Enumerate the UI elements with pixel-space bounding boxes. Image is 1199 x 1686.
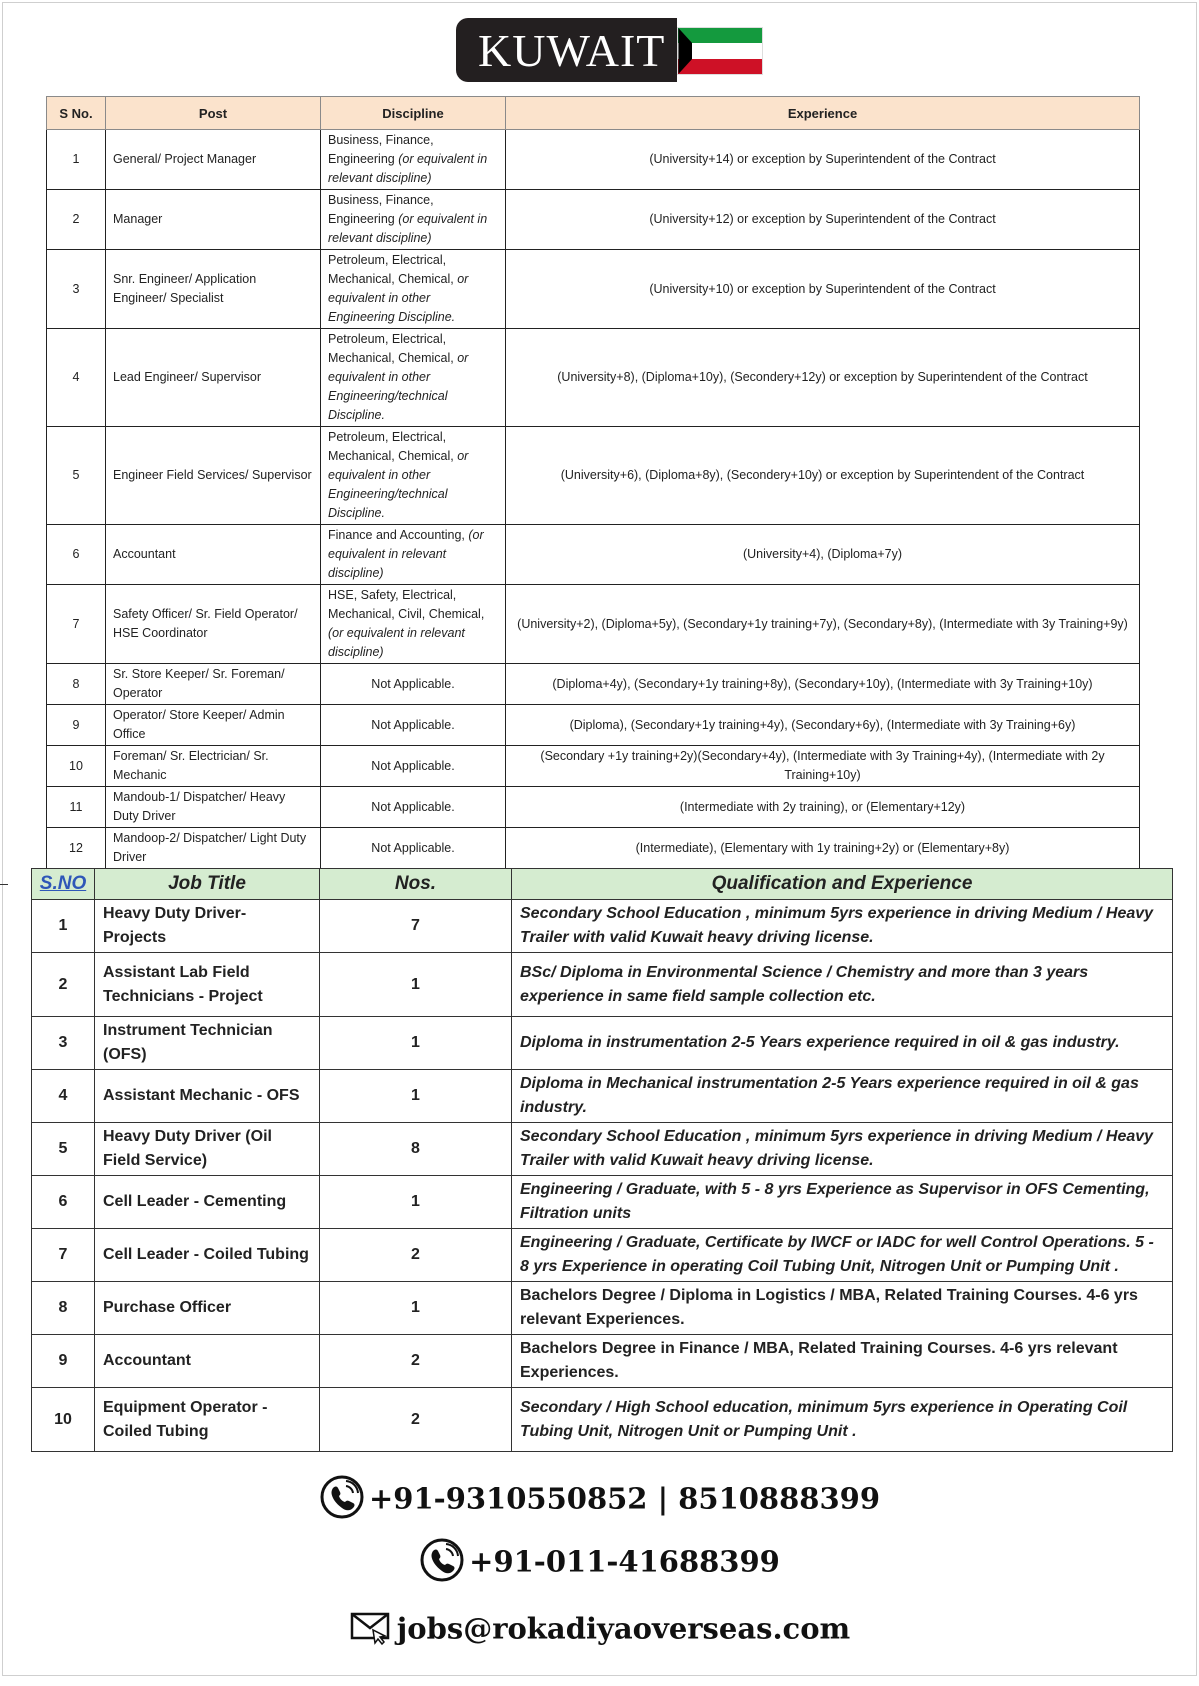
post-cell: Foreman/ Sr. Electrician/ Sr. Mechanic bbox=[106, 746, 321, 787]
nos-cell: 8 bbox=[320, 1123, 512, 1176]
experience-cell: (Intermediate with 2y training), or (Elementary+12y) bbox=[506, 787, 1140, 828]
header-experience: Experience bbox=[506, 97, 1140, 130]
discipline-text: Petroleum, Electrical, Mechanical, Chemical, bbox=[328, 430, 458, 463]
discipline-cell bbox=[321, 525, 506, 585]
job-title-cell: Cell Leader - Coiled Tubing bbox=[95, 1229, 320, 1282]
discipline-note: (or equivalent in relevant discipline) bbox=[328, 212, 488, 245]
email-text[interactable]: jobs@rokadiyaoverseas.com bbox=[396, 1611, 851, 1646]
nos-cell: 2 bbox=[320, 1388, 512, 1452]
qualification-cell: Engineering / Graduate, with 5 - 8 yrs Experience as Supervisor in OFS Cementing, Filtration units bbox=[512, 1176, 1173, 1229]
sno-cell: 1 bbox=[32, 900, 95, 953]
job-title-cell: Accountant bbox=[95, 1335, 320, 1388]
discipline-na: Not Applicable. bbox=[371, 840, 455, 855]
sno-link[interactable]: S.NO bbox=[39, 873, 87, 894]
discipline-note: (or equivalent in relevant discipline) bbox=[328, 152, 488, 185]
phone-1-text[interactable]: +91-9310550852 | 8510888399 bbox=[369, 1481, 880, 1516]
table-row bbox=[32, 1070, 1173, 1123]
experience-cell: (Secondary +1y training+2y)(Secondary+4y), (Intermediate with 3y Training+4y), (Intermediate with 2y Training+10y) bbox=[506, 746, 1140, 787]
table-row bbox=[32, 900, 1173, 953]
table-row bbox=[32, 1229, 1173, 1282]
discipline-note: or equivalent in other Engineering/technical Discipline. bbox=[328, 351, 469, 422]
discipline-na: Not Applicable. bbox=[371, 676, 455, 691]
discipline-text: HSE, Safety, Electrical, Mechanical, Civil, Chemical, bbox=[328, 588, 485, 621]
margin-marker bbox=[0, 884, 8, 885]
discipline-na: Not Applicable. bbox=[371, 799, 455, 814]
header-discipline: Discipline bbox=[321, 97, 506, 130]
sno-cell: 8 bbox=[32, 1282, 95, 1335]
post-cell: Lead Engineer/ Supervisor bbox=[106, 329, 321, 427]
discipline-cell bbox=[321, 664, 506, 705]
table-row bbox=[47, 585, 1140, 664]
job-title-cell: Instrument Technician (OFS) bbox=[95, 1017, 320, 1070]
sno-cell: 11 bbox=[47, 787, 106, 828]
experience-cell: (University+8), (Diploma+10y), (Secondery+12y) or exception by Superintendent of the Contract bbox=[506, 329, 1140, 427]
nos-cell: 1 bbox=[320, 1017, 512, 1070]
post-cell: Sr. Store Keeper/ Sr. Foreman/ Operator bbox=[106, 664, 321, 705]
experience-cell: (University+6), (Diploma+8y), (Secondery+10y) or exception by Superintendent of the Contract bbox=[506, 427, 1140, 525]
header-sno bbox=[32, 869, 95, 900]
post-cell: General/ Project Manager bbox=[106, 130, 321, 190]
sno-cell: 2 bbox=[32, 953, 95, 1017]
post-cell: Mandoub-1/ Dispatcher/ Heavy Duty Driver bbox=[106, 787, 321, 828]
sno-cell: 9 bbox=[47, 705, 106, 746]
discipline-text: Finance and Accounting, bbox=[328, 528, 469, 542]
discipline-cell bbox=[321, 705, 506, 746]
qualification-cell: BSc/ Diploma in Environmental Science / Chemistry and more than 3 years experience in same field sample collection etc. bbox=[512, 953, 1173, 1017]
job-title-cell: Equipment Operator - Coiled Tubing bbox=[95, 1388, 320, 1452]
table-row bbox=[47, 746, 1140, 787]
mail-icon bbox=[349, 1608, 393, 1653]
table-row bbox=[32, 1388, 1173, 1452]
experience-cell: (Diploma+4y), (Secondary+1y training+8y), (Secondary+10y), (Intermediate with 3y Training+10y) bbox=[506, 664, 1140, 705]
job-title-cell: Heavy Duty Driver (Oil Field Service) bbox=[95, 1123, 320, 1176]
header-job-title: Job Title bbox=[95, 869, 320, 900]
experience-cell: (University+4), (Diploma+7y) bbox=[506, 525, 1140, 585]
qualification-cell: Bachelors Degree in Finance / MBA, Related Training Courses. 4-6 yrs relevant Experiences. bbox=[512, 1335, 1173, 1388]
discipline-note: (or equivalent in relevant discipline) bbox=[328, 528, 484, 580]
table-row bbox=[47, 130, 1140, 190]
discipline-cell bbox=[321, 190, 506, 250]
table-row bbox=[32, 1123, 1173, 1176]
nos-cell: 2 bbox=[320, 1229, 512, 1282]
experience-cell: (University+14) or exception by Superintendent of the Contract bbox=[506, 130, 1140, 190]
experience-cell: (University+12) or exception by Superintendent of the Contract bbox=[506, 190, 1140, 250]
post-cell: Snr. Engineer/ Application Engineer/ Specialist bbox=[106, 250, 321, 329]
table-row bbox=[47, 250, 1140, 329]
sno-cell: 5 bbox=[47, 427, 106, 525]
sno-cell: 5 bbox=[32, 1123, 95, 1176]
posts-table-header bbox=[47, 97, 1140, 130]
table-row bbox=[32, 1335, 1173, 1388]
nos-cell: 1 bbox=[320, 953, 512, 1017]
discipline-note: or equivalent in other Engineering Discipline. bbox=[328, 272, 469, 324]
table-row bbox=[47, 828, 1140, 869]
qualification-cell: Diploma in Mechanical instrumentation 2-5 Years experience required in oil & gas industry. bbox=[512, 1070, 1173, 1123]
posts-table bbox=[46, 96, 1140, 869]
jobs-table bbox=[31, 868, 1173, 1452]
header-nos: Nos. bbox=[320, 869, 512, 900]
post-cell: Engineer Field Services/ Supervisor bbox=[106, 427, 321, 525]
nos-cell: 1 bbox=[320, 1176, 512, 1229]
contact-phone-2 bbox=[0, 1537, 1199, 1590]
sno-cell: 8 bbox=[47, 664, 106, 705]
sno-cell: 1 bbox=[47, 130, 106, 190]
post-cell: Accountant bbox=[106, 525, 321, 585]
experience-cell: (Intermediate), (Elementary with 1y training+2y) or (Elementary+8y) bbox=[506, 828, 1140, 869]
contact-email bbox=[0, 1608, 1199, 1653]
discipline-cell bbox=[321, 787, 506, 828]
nos-cell: 2 bbox=[320, 1335, 512, 1388]
job-title-cell: Assistant Mechanic - OFS bbox=[95, 1070, 320, 1123]
table-row bbox=[47, 329, 1140, 427]
job-title-cell: Cell Leader - Cementing bbox=[95, 1176, 320, 1229]
qualification-cell: Bachelors Degree / Diploma in Logistics / MBA, Related Training Courses. 4-6 yrs relevant Experiences. bbox=[512, 1282, 1173, 1335]
discipline-note: or equivalent in other Engineering/technical Discipline. bbox=[328, 449, 469, 520]
sno-cell: 6 bbox=[32, 1176, 95, 1229]
post-cell: Safety Officer/ Sr. Field Operator/ HSE Coordinator bbox=[106, 585, 321, 664]
sno-cell: 7 bbox=[47, 585, 106, 664]
post-cell: Mandoop-2/ Dispatcher/ Light Duty Driver bbox=[106, 828, 321, 869]
header-qualification: Qualification and Experience bbox=[512, 869, 1173, 900]
discipline-cell bbox=[321, 329, 506, 427]
sno-cell: 9 bbox=[32, 1335, 95, 1388]
phone-icon bbox=[319, 1474, 365, 1527]
experience-cell: (University+2), (Diploma+5y), (Secondary+1y training+7y), (Secondary+8y), (Intermediate with 3y Training+9y) bbox=[506, 585, 1140, 664]
discipline-na: Not Applicable. bbox=[371, 717, 455, 732]
header-sno: S No. bbox=[47, 97, 106, 130]
kuwait-flag-icon bbox=[677, 27, 763, 75]
qualification-cell: Secondary / High School education, minimum 5yrs experience in Operating Coil Tubing Unit, Nitrogen Unit or Pumping Unit . bbox=[512, 1388, 1173, 1452]
qualification-cell: Secondary School Education , minimum 5yrs experience in driving Medium / Heavy Trailer with valid Kuwait heavy driving license. bbox=[512, 1123, 1173, 1176]
country-banner bbox=[456, 18, 763, 82]
nos-cell: 1 bbox=[320, 1282, 512, 1335]
table-row bbox=[47, 787, 1140, 828]
qualification-cell: Diploma in instrumentation 2-5 Years experience required in oil & gas industry. bbox=[512, 1017, 1173, 1070]
sno-cell: 6 bbox=[47, 525, 106, 585]
discipline-text: Petroleum, Electrical, Mechanical, Chemical, bbox=[328, 253, 458, 286]
table-row bbox=[47, 427, 1140, 525]
qualification-cell: Engineering / Graduate, Certificate by IWCF or IADC for well Control Operations. 5 - 8 yrs Experience in operating Coil Tubing Unit, Nitrogen Unit or Pumping Unit . bbox=[512, 1229, 1173, 1282]
sno-cell: 12 bbox=[47, 828, 106, 869]
job-title-cell: Heavy Duty Driver- Projects bbox=[95, 900, 320, 953]
discipline-cell bbox=[321, 130, 506, 190]
discipline-cell bbox=[321, 250, 506, 329]
discipline-text: Petroleum, Electrical, Mechanical, Chemical, bbox=[328, 332, 458, 365]
qualification-cell: Secondary School Education , minimum 5yrs experience in driving Medium / Heavy Trailer with valid Kuwait heavy driving license. bbox=[512, 900, 1173, 953]
discipline-text: Business, Finance, Engineering bbox=[328, 133, 434, 166]
experience-cell: (Diploma), (Secondary+1y training+4y), (Secondary+6y), (Intermediate with 3y Training+6y) bbox=[506, 705, 1140, 746]
discipline-note: (or equivalent in relevant discipline) bbox=[328, 626, 465, 659]
discipline-cell bbox=[321, 746, 506, 787]
banner-title: KUWAIT bbox=[456, 18, 677, 82]
sno-cell: 3 bbox=[32, 1017, 95, 1070]
job-title-cell: Assistant Lab Field Technicians - Project bbox=[95, 953, 320, 1017]
discipline-cell bbox=[321, 828, 506, 869]
sno-cell: 4 bbox=[32, 1070, 95, 1123]
table-row bbox=[47, 525, 1140, 585]
header-post: Post bbox=[106, 97, 321, 130]
table-row bbox=[47, 190, 1140, 250]
nos-cell: 7 bbox=[320, 900, 512, 953]
discipline-cell bbox=[321, 585, 506, 664]
post-cell: Operator/ Store Keeper/ Admin Office bbox=[106, 705, 321, 746]
job-title-cell: Purchase Officer bbox=[95, 1282, 320, 1335]
table-row bbox=[32, 1282, 1173, 1335]
contact-phone-1 bbox=[0, 1474, 1199, 1527]
sno-cell: 3 bbox=[47, 250, 106, 329]
phone-2-text[interactable]: +91-011-41688399 bbox=[469, 1544, 780, 1579]
discipline-cell bbox=[321, 427, 506, 525]
nos-cell: 1 bbox=[320, 1070, 512, 1123]
table-row bbox=[32, 1176, 1173, 1229]
sno-cell: 4 bbox=[47, 329, 106, 427]
sno-cell: 2 bbox=[47, 190, 106, 250]
sno-cell: 10 bbox=[47, 746, 106, 787]
table-row bbox=[47, 664, 1140, 705]
post-cell: Manager bbox=[106, 190, 321, 250]
phone-icon bbox=[419, 1537, 465, 1590]
sno-cell: 10 bbox=[32, 1388, 95, 1452]
discipline-na: Not Applicable. bbox=[371, 758, 455, 773]
jobs-table-header bbox=[32, 869, 1173, 900]
discipline-text: Business, Finance, Engineering bbox=[328, 193, 434, 226]
sno-cell: 7 bbox=[32, 1229, 95, 1282]
table-row bbox=[32, 1017, 1173, 1070]
table-row bbox=[32, 953, 1173, 1017]
experience-cell: (University+10) or exception by Superintendent of the Contract bbox=[506, 250, 1140, 329]
table-row bbox=[47, 705, 1140, 746]
